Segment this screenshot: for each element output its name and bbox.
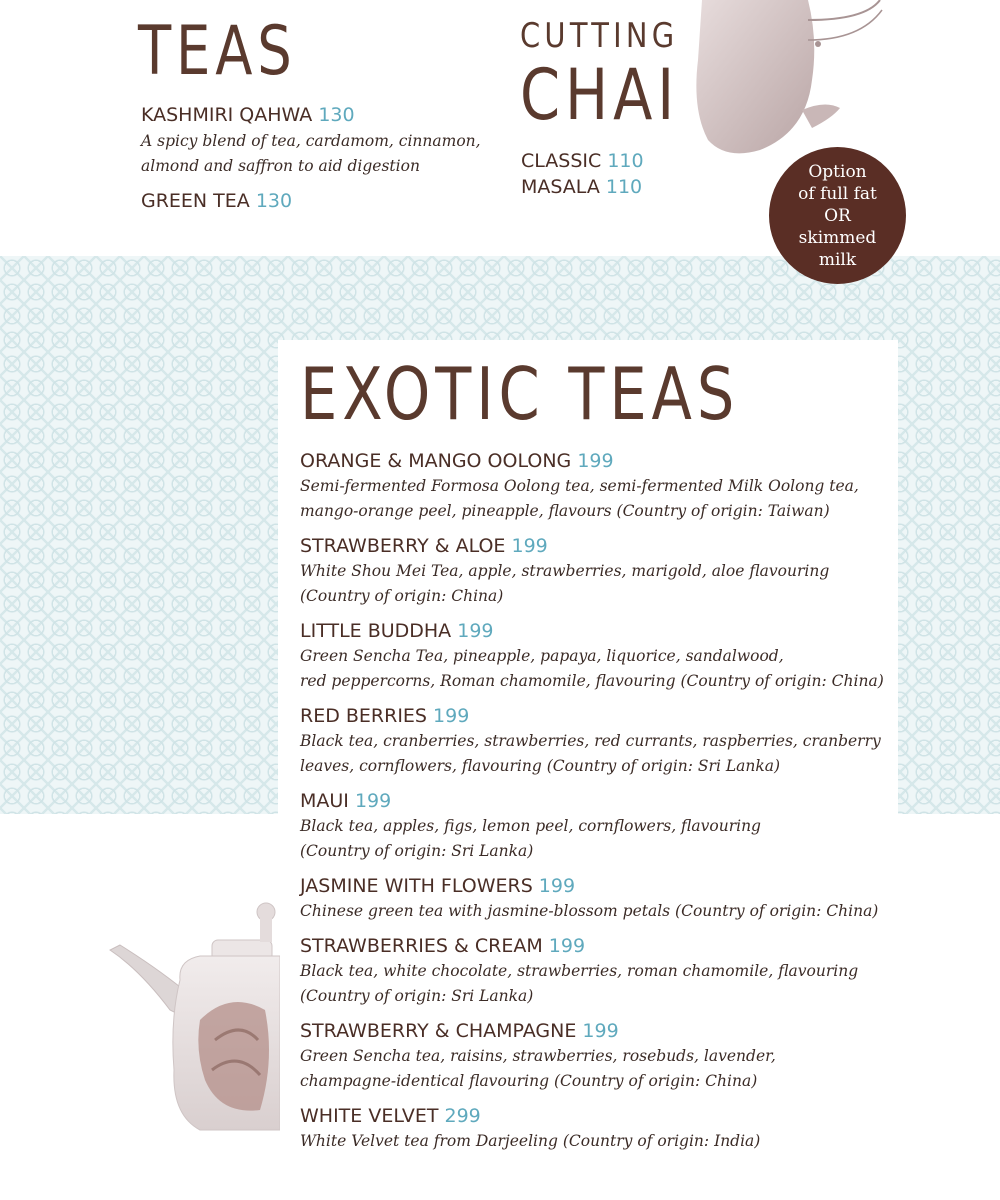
item-description xyxy=(300,814,940,864)
badge-line: milk xyxy=(818,249,857,270)
menu-item xyxy=(141,104,481,126)
milk-option-badge xyxy=(769,147,906,284)
item-name: STRAWBERRY & CHAMPAGNE xyxy=(300,1020,577,1042)
menu-item xyxy=(521,174,644,200)
item-name: WHITE VELVET xyxy=(300,1105,439,1127)
cutting-heading: CUTTING xyxy=(520,16,679,56)
desc-line: Black tea, white chocolate, strawberries, roman chamomile, flavouring xyxy=(300,962,859,980)
desc-line: (Country of origin: Sri Lanka) xyxy=(300,842,534,860)
menu-item xyxy=(300,1105,940,1154)
desc-line: Black tea, apples, figs, lemon peel, cornflowers, flavouring xyxy=(300,817,761,835)
item-description xyxy=(300,1044,940,1094)
item-description xyxy=(300,474,940,524)
item-price: 199 xyxy=(538,875,576,897)
badge-line: OR xyxy=(824,205,851,226)
item-title xyxy=(300,935,940,957)
kettle-icon xyxy=(690,0,890,160)
item-description xyxy=(300,899,940,924)
item-price: 110 xyxy=(605,176,643,198)
glass-teapot-icon xyxy=(100,900,280,1140)
item-title xyxy=(300,790,940,812)
exotic-teas-list xyxy=(300,450,940,1165)
item-price: 199 xyxy=(354,790,392,812)
item-title xyxy=(300,620,940,642)
item-price: 199 xyxy=(457,620,494,642)
desc-line: champagne-identical flavouring (Country of origin: China) xyxy=(300,1072,758,1090)
item-name: MASALA xyxy=(521,176,600,198)
menu-item xyxy=(300,535,940,609)
item-price: 199 xyxy=(582,1020,619,1042)
item-name: ORANGE & MANGO OOLONG xyxy=(300,450,572,472)
menu-item xyxy=(141,190,481,212)
teas-heading: TEAS xyxy=(138,12,297,91)
item-name: JASMINE WITH FLOWERS xyxy=(300,875,533,897)
item-description xyxy=(300,1129,940,1154)
menu-item xyxy=(300,620,940,694)
desc-line: Semi-fermented Formosa Oolong tea, semi-fermented Milk Oolong tea, xyxy=(300,477,859,495)
menu-item xyxy=(300,935,940,1009)
desc-line: Chinese green tea with jasmine-blossom petals (Country of origin: China) xyxy=(300,902,879,920)
desc-line: almond and saffron to aid digestion xyxy=(141,157,420,175)
desc-line: mango-orange peel, pineapple, flavours (Country of origin: Taiwan) xyxy=(300,502,830,520)
item-price: 130 xyxy=(255,190,293,212)
item-title xyxy=(300,1020,940,1042)
item-price: 199 xyxy=(433,705,470,727)
item-price: 299 xyxy=(444,1105,481,1127)
item-price: 199 xyxy=(511,535,548,557)
item-name: MAUI xyxy=(300,790,349,812)
item-price: 199 xyxy=(548,935,586,957)
desc-line: White Shou Mei Tea, apple, strawberries, marigold, aloe flavouring xyxy=(300,562,830,580)
desc-line: leaves, cornflowers, flavouring (Country of origin: Sri Lanka) xyxy=(300,757,781,775)
badge-line: Option xyxy=(808,161,867,182)
item-name: STRAWBERRIES & CREAM xyxy=(300,935,543,957)
item-title xyxy=(300,875,940,897)
menu-item xyxy=(300,450,940,524)
exotic-teas-heading: EXOTIC TEAS xyxy=(300,352,740,436)
desc-line: White Velvet tea from Darjeeling (Country of origin: India) xyxy=(300,1132,761,1150)
badge-line: skimmed xyxy=(798,227,877,248)
menu-item xyxy=(300,1020,940,1094)
teas-section xyxy=(141,104,481,212)
menu-item xyxy=(300,875,940,924)
desc-line: Green Sencha Tea, pineapple, papaya, liquorice, sandalwood, xyxy=(300,647,784,665)
badge-line: of full fat xyxy=(798,183,877,204)
item-description xyxy=(300,644,940,694)
desc-line: Green Sencha tea, raisins, strawberries, rosebuds, lavender, xyxy=(300,1047,776,1065)
menu-item xyxy=(300,705,940,779)
desc-line: (Country of origin: China) xyxy=(300,587,504,605)
item-title xyxy=(300,450,940,472)
desc-line: (Country of origin: Sri Lanka) xyxy=(300,987,534,1005)
desc-line: Black tea, cranberries, strawberries, red currants, raspberries, cranberry xyxy=(300,732,881,750)
menu-item xyxy=(521,148,644,174)
item-name: KASHMIRI QAHWA xyxy=(141,104,313,126)
item-title xyxy=(300,535,940,557)
chai-heading: CHAI xyxy=(520,54,680,136)
item-title xyxy=(300,1105,940,1127)
item-name: RED BERRIES xyxy=(300,705,427,727)
menu-item xyxy=(300,790,940,864)
item-name: STRAWBERRY & ALOE xyxy=(300,535,506,557)
item-description xyxy=(141,129,481,179)
desc-line: red peppercorns, Roman chamomile, flavouring (Country of origin: China) xyxy=(300,672,884,690)
desc-line: A spicy blend of tea, cardamom, cinnamon, xyxy=(141,132,481,150)
item-description xyxy=(300,729,940,779)
item-name: LITTLE BUDDHA xyxy=(300,620,452,642)
item-price: 199 xyxy=(577,450,614,472)
chai-section xyxy=(521,148,644,200)
item-title xyxy=(300,705,940,727)
item-price: 110 xyxy=(607,150,644,172)
item-description xyxy=(300,559,940,609)
item-name: CLASSIC xyxy=(521,150,602,172)
item-price: 130 xyxy=(318,104,355,126)
item-name: GREEN TEA xyxy=(141,190,250,212)
item-description xyxy=(300,959,940,1009)
